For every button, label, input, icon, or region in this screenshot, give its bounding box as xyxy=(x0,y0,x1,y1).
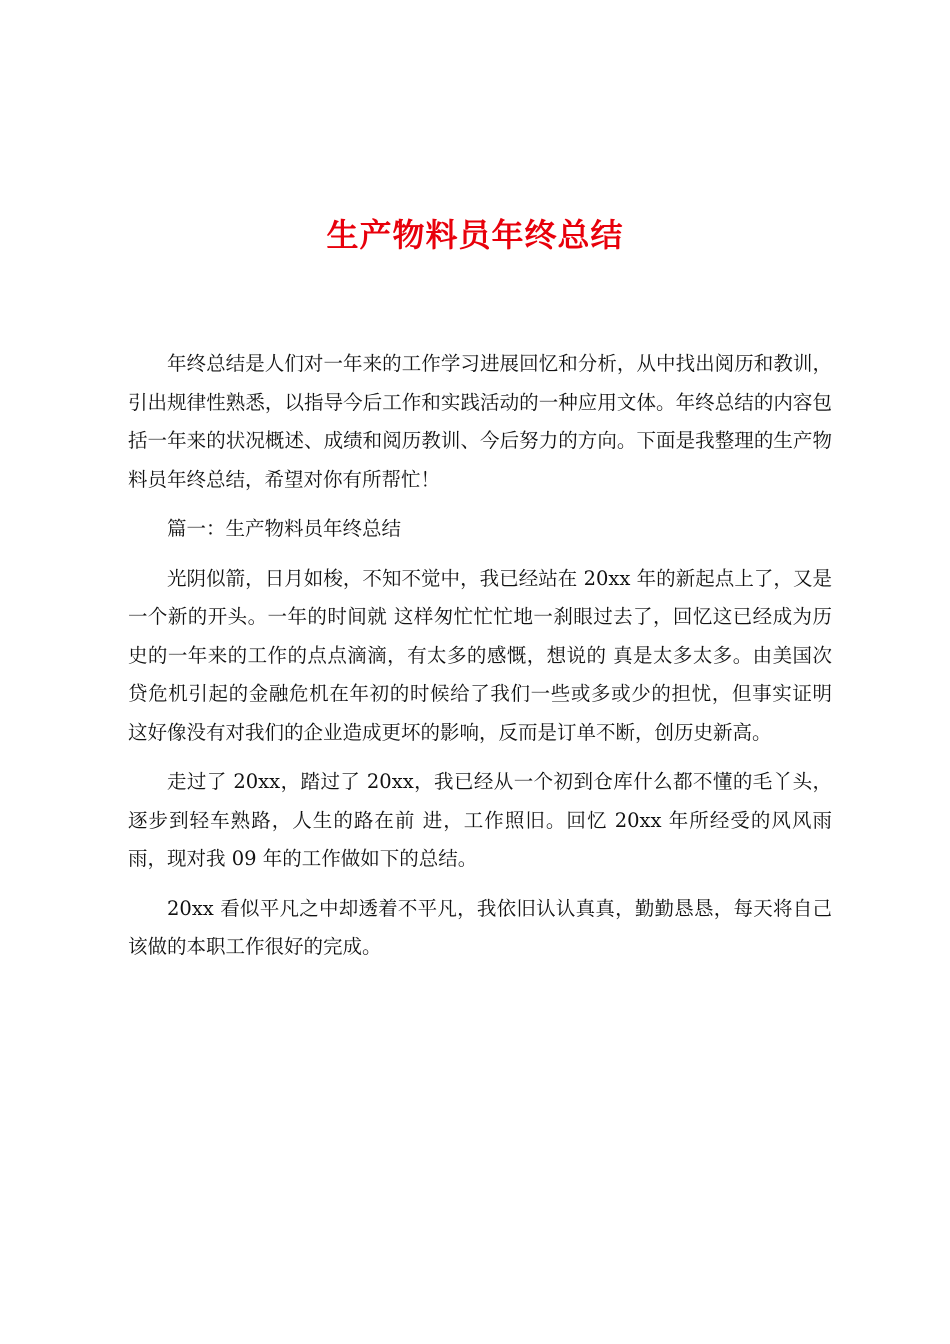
document-body xyxy=(128,345,832,978)
section-heading: 篇一：生产物料员年终总结 xyxy=(167,517,402,540)
document-title: 生产物料员年终总结 xyxy=(326,216,624,254)
intro-paragraph: 年终总结是人们对一年来的工作学习进展回忆和分析，从中找出阅历和教训，引出规律性熟悉，以指导今后工作和实践活动的一种应用文体。年终总结的内容包括一年来的状况概述、成绩和阅历教训、今后努力的方向。下面是我整理的生产物料员年终总结，希望对你有所帮忙！ xyxy=(128,352,832,491)
body-paragraph: 光阴似箭，日月如梭，不知不觉中，我已经站在 20xx 年的新起点上了，又是一个新的开头。一年的时间就 这样匆忙忙忙地一刹眼过去了，回忆这已经成为历史的一年来的工作的点点滴滴，有太多的感慨，想说的 真是太多太多。由美国次贷危机引起的金融危机在年初的时候给了我们一些或多或少的担忧，但事实证明 这好像没有对我们的企业造成更坏的影响，反而是订单不断，创历史新高。 xyxy=(128,566,832,744)
body-paragraph: 20xx 看似平凡之中却透着不平凡，我依旧认认真真，勤勤恳恳，每天将自己该做的本职工作很好的完成。 xyxy=(128,896,832,958)
body-paragraph: 走过了 20xx，踏过了 20xx，我已经从一个初到仓库什么都不懂的毛丫头，逐步到轻车熟路，人生的路在前 进，工作照旧。回忆 20xx 年所经受的风风雨雨，现对我 09 年的工作做如下的总结。 xyxy=(128,770,832,870)
